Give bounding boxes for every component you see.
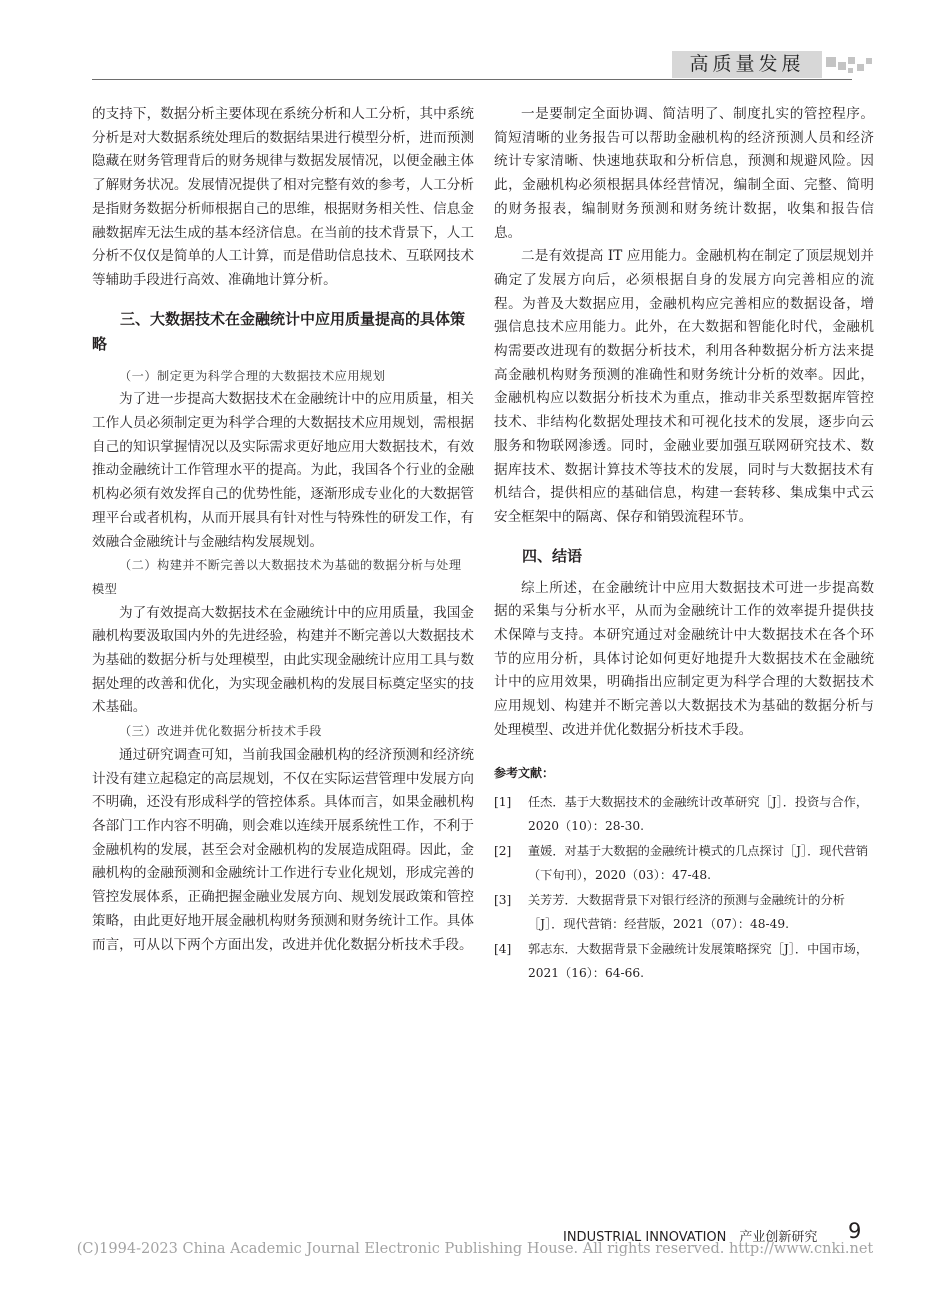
reference-text: 任杰．基于大数据技术的金融统计改革研究［J］．投资与合作，2020（10）：28-30. <box>528 794 869 834</box>
body-paragraph: 一是要制定全面协调、简洁明了、制度扎实的管控程序。简短清晰的业务报告可以帮助金融机构的经济预测人员和经济统计专家清晰、快速地获取和分析信息，预测和规避风险。因此，金融机构必须根据具体经营情况，编制全面、完整、简明的财务报表，编制财务预测和财务统计数据，收集和报告信息。 <box>494 106 874 241</box>
body-paragraph: 为了有效提高大数据技术在金融统计中的应用质量，我国金融机构要汲取国内外的先进经验，构建并不断完善以大数据技术为基础的数据分析与处理模型，由此实现金融统计应用工具与数据处理的改善和优化，为实现金融机构的发展目标奠定坚实的技术基础。 <box>92 604 474 716</box>
copyright-notice: (C)1994-2023 China Academic Journal Electronic Publishing House. All rights reserved. http://www.cnki.net <box>76 1241 874 1257</box>
reference-number: [1] <box>494 794 512 809</box>
body-paragraph: 二是有效提高 IT 应用能力。金融机构在制定了顶层规划并确定了发展方向后，必须根据自身的发展方向完善相应的流程。为普及大数据应用，金融机构应完善相应的数据设备，增强信息技术应用能力。此外，在大数据和智能化时代，金融机构需要改进现有的数据分析技术，利用各种数据分析方法来提高金融机构财务预测的准确性和财务统计分析的效率。因此，金融机构应以数据分析技术为重点，推动非关系型数据库管控技术、非结构化数据处理技术和可视化技术的发展，逐步向云服务和物联网渗透。同时，金融业要加强互联网研究技术、数据库技术、数据计算技术等技术的发展，同时与大数据技术有机结合，提供相应的基础信息，构建一套转移、集成集中式云安全框架中的隔离、保存和销毁流程环节。 <box>494 248 874 525</box>
body-paragraph: 为了进一步提高大数据技术在金融统计中的应用质量，相关工作人员必须制定更为科学合理的大数据技术应用规划，需根据自己的知识掌握情况以及实际需求更好地应用大数据技术，有效推动金融统计工作管理水平的提高。为此，我国各个行业的金融机构必须有效发挥自己的优势性能，逐渐形成专业化的大数据管理平台或者机构，从而开展具有针对性与特殊性的研发工作，有效融合金融统计与金融结构发展规划。 <box>92 391 474 550</box>
body-paragraph: 的支持下，数据分析主要体现在系统分析和人工分析，其中系统分析是对大数据系统处理后的数据结果进行模型分析，进而预测隐藏在财务管理背后的财务规律与数据发展情况，以便金融主体了解财务状况。发展情况提供了相对完整有效的参考，人工分析是指财务数据分析师根据自己的思维，根据财务相关性、信息金融数据库无法生成的基本经济信息。在当前的技术背景下，人工分析不仅仅是简单的人工计算，而是借助信息技术、互联网技术等辅助手段进行高效、准确地计算分析。 <box>92 106 474 288</box>
reference-text: 董媛．对基于大数据的金融统计模式的几点探讨［J］．现代营销（下旬刊），2020（03）：47-48. <box>528 843 869 883</box>
right-column <box>494 103 874 986</box>
section-title: 高质量发展 <box>672 51 822 78</box>
section-heading: 四、结语 <box>522 546 583 565</box>
reference-item <box>494 790 874 839</box>
journal-name: INDUSTRIAL INNOVATION 产业创新研究 <box>563 1230 818 1245</box>
reference-item <box>494 937 874 986</box>
reference-number: [2] <box>494 843 512 858</box>
subsection-heading: （一）制定更为科学合理的大数据技术应用规划 <box>119 368 386 383</box>
references-title: 参考文献： <box>494 765 555 780</box>
section-heading: 三、大数据技术在金融统计中应用质量提高的具体策略 <box>92 309 466 353</box>
subsection-heading: （二）构建并不断完善以大数据技术为基础的数据分析与处理模型 <box>92 558 462 596</box>
reference-number: [4] <box>494 941 512 956</box>
body-paragraph: 通过研究调查可知，当前我国金融机构的经济预测和经济统计没有建立起稳定的高层规划，不仅在实际运营管理中发展方向不明确，还没有形成科学的管控体系。具体而言，如果金融机构各部门工作内容不明确，则会难以连续开展系统性工作，不利于金融机构的发展，甚至会对金融机构的发展造成阻碍。因此，金融机构的金融预测和金融统计工作进行专业化规划，形成完善的管控发展体系，正确把握金融业发展方向、规划发展政策和管控策略，由此更好地开展金融机构财务预测和财务统计工作。具体而言，可从以下两个方面出发，改进并优化数据分析技术手段。 <box>92 746 474 953</box>
page-number: 9 <box>848 1219 862 1243</box>
left-column <box>92 103 474 957</box>
body-paragraph: 综上所述，在金融统计中应用大数据技术可进一步提高数据的采集与分析水平，从而为金融统计工作的效率提升提供技术保障与支持。本研究通过对金融统计中大数据技术在各个环节的应用分析，具体讨论如何更好地提升大数据技术在金融统计中的应用效果，明确指出应制定更为科学合理的大数据技术应用规划、构建并不断完善以大数据技术为基础的数据分析与处理模型、改进并优化数据分析技术手段。 <box>494 579 874 738</box>
subsection-heading: （三）改进并优化数据分析技术手段 <box>119 724 322 739</box>
reference-text: 郭志东．大数据背景下金融统计发展策略探究［J］．中国市场，2021（16）：64-66. <box>528 941 869 981</box>
reference-item <box>494 839 874 888</box>
reference-item <box>494 888 874 937</box>
reference-text: 关芳芳．大数据背景下对银行经济的预测与金融统计的分析［J］．现代营销：经营版，2021（07）：48-49. <box>528 892 845 932</box>
reference-number: [3] <box>494 892 512 907</box>
header-rule <box>92 79 852 80</box>
